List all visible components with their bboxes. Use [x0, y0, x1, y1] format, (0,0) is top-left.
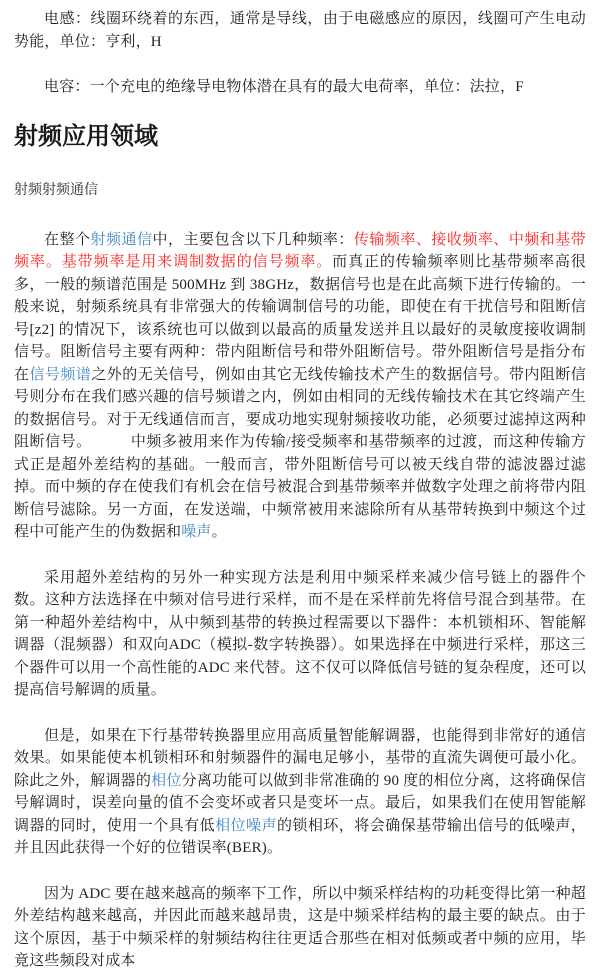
body-text: 的锁相环，将会确保基带输出信号的低噪声，并且因此获得一个好的位错误率(BER)。 — [14, 817, 586, 856]
section-subheading: 射频射频通信 — [14, 182, 98, 198]
definition-inductance — [14, 8, 586, 53]
body-text: 中，主要包含以下几种频率： — [152, 231, 354, 248]
body-text: 分离功能可以做到非常准确的 90 度的相位分离，这将确保信号解调时，误差向量的值不会变坏或者只是变坏一点。最后，如果我们在使用智能解调器的同时，使用一个具有低 — [14, 772, 586, 834]
paragraph-adc-power-cost — [14, 883, 586, 973]
inline-link[interactable]: 噪声 — [181, 524, 212, 540]
definition-capacitance — [14, 76, 586, 99]
inline-link[interactable]: 相位噪声 — [215, 817, 277, 834]
body-text: 电容：一个充电的绝缘导电物体潜在具有的最大电荷率，单位：法拉，F — [44, 79, 524, 95]
body-text: 采用超外差结构的另外一种实现方法是利用中频采样来减少信号链上的器件个数。这种方法选择在中频对信号进行采样，而不是在采样前先将信号混合到基带。在第一种超外差结构中，从中频到基带的转换过程需要以下器件：本机锁相环、智能解调器（混频器）和双向ADC（模拟-数字转换器）。如果选择在中频进行采样，那这三个器件可以用一个高性能的ADC 来代替。这不仅可以降低信号链的复杂程度，还可以提高信号解调的质量。 — [14, 569, 586, 698]
paragraph-if-sampling — [14, 567, 586, 702]
body-text: 之外的无关信号，例如由其它无线传输技术产生的数据信号。带内阻断信号则分布在我们感兴趣的信号频谱之内，例如由相同的无线传输技术在其它终端产生的数据信号。对于无线通信而言，要成功地实现射频接收功能，必须要过滤掉这两种阻断信号。 中频多被用来作为传输/接受频率和基带频率的过渡，而这种传输方式正是超外差结构的基础。一般而言，带外阻断信号可以被天线自带的滤波器过滤掉。而中频的存在使我们有机会在信号被混合到基带频率并做数字处理之前将带内阻断信号滤除。另一方面，在发送端，中频常被用来滤除所有从基带转换到中频这个过程中可能产生的伪数据和 — [14, 366, 586, 540]
inline-link[interactable]: 射频通信 — [90, 231, 153, 248]
section-heading: 射频应用领域 — [14, 123, 158, 150]
inline-link[interactable]: 相位 — [151, 772, 182, 789]
body-text: 而真正的传输频率则比基带频率高很多，一般的频谱范围是 500MHz 到 38GHz，数据信号也是在此高频下进行传输的。一般来说，射频系统具有非常强大的传输调制信号的功能，即使在有干扰信号和阻断信号[z2] 的情况下，该系统也可以做到以最高的质量发送并且以最好的灵敏度接收调制信号。阻断信号主要有两种：带内阻断信号和带外阻断信号。带外阻断信号是指分布在 — [14, 254, 586, 383]
paragraph-rf-frequencies — [14, 229, 586, 544]
body-text: 。 — [211, 524, 227, 540]
paragraph-smart-demodulator — [14, 725, 586, 860]
inline-link[interactable]: 信号频谱 — [29, 366, 92, 383]
red-emphasis-text: 传输频率、接收频率、中频和基带频率。基带频率是用来调制数据的信号频率。 — [14, 231, 586, 270]
body-text: 因为 ADC 要在越来越高的频率下工作，所以中频采样结构的功耗变得比第一种超外差结构越来越高，并因此而越来越昂贵，这是中频采样结构的最主要的缺点。由于这个原因，基于中频采样的射频结构往往更适合那些在相对低频或者中频的应用，毕竟这些频段对成本 — [14, 885, 586, 969]
body-text: 在整个 — [44, 231, 91, 248]
body-text: 电感：线圈环绕着的东西，通常是导线，由于电磁感应的原因，线圈可产生电动势能，单位：亨利，H — [14, 11, 586, 50]
body-text: 但是，如果在下行基带转换器里应用高质量智能解调器，也能得到非常好的通信效果。如果能使本机锁相环和射频器件的漏电足够小，基带的直流失调便可最小化。除此之外，解调器的 — [14, 727, 586, 789]
